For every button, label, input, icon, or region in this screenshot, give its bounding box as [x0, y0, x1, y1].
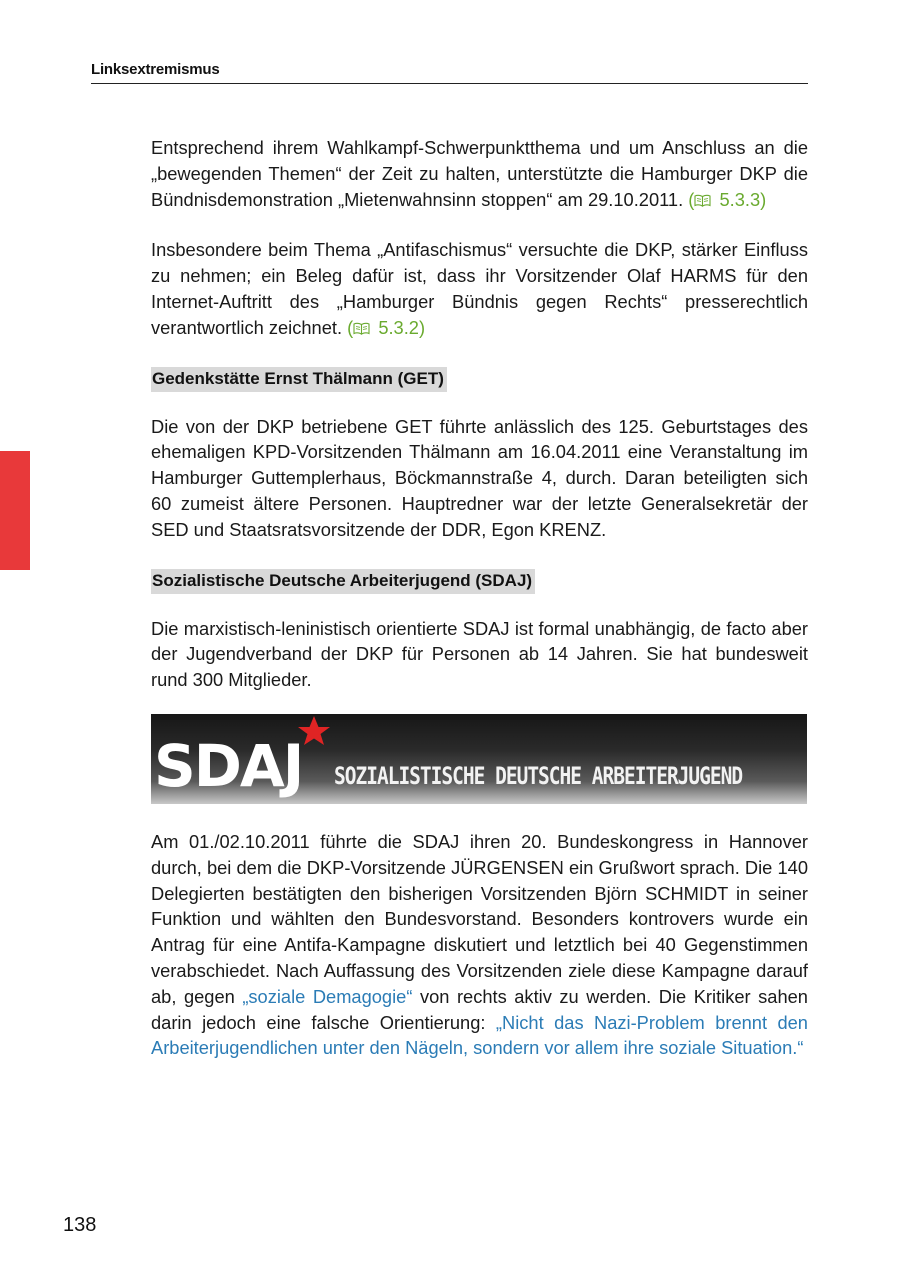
chapter-side-marker [0, 451, 30, 570]
cross-reference-link[interactable]: ( 5.3.3) [688, 188, 767, 210]
paragraph-text-continued: von rechts aktiv zu werden. Die Kritiker sahen darin jedoch eine falsche Orientierung: [151, 985, 808, 1033]
sdaj-logo-banner [151, 714, 807, 804]
paragraph-text: Entsprechend ihrem Wahlkampf-Schwerpunktthema und um Anschluss an die „bewegenden Themen“ der Zeit zu halten, unterstützte die Hamburger DKP die Bündnisdemonstration „Mietenwahnsinn stoppen“ am 29.10.2011. [151, 137, 808, 210]
cross-reference-link[interactable]: ( 5.3.2) [347, 316, 426, 338]
section-heading-sdaj: Sozialistische Deutsche Arbeiterjugend (SDAJ) [151, 569, 535, 594]
paragraph-sdaj-intro: Die marxistisch-leninistisch orientierte SDAJ ist formal unabhängig, de facto aber der Jugendverband der DKP für Personen ab 14 Jahren. Sie hat bundesweit rund 300 Mitglieder. [151, 617, 808, 691]
paragraph-text: Insbesondere beim Thema „Antifaschismus“ versuchte die DKP, stärker Einfluss zu nehmen; ein Beleg dafür ist, dass ihr Vorsitzender Olaf HARMS für den Internet-Auftritt des „Hamburger Bündnis gegen Rechts“ presserechtlich verantwortlich zeichnet. [151, 239, 808, 338]
paragraph-demonstration [151, 135, 808, 212]
section-heading-get: Gedenkstätte Ernst Thälmann (GET) [151, 367, 447, 392]
paragraph-get: Die von der DKP betriebene GET führte anlässlich des 125. Geburtstages des ehemaligen KPD-Vorsitzenden Thälmann am 16.04.2011 eine Veranstaltung im Hamburger Guttemplerhaus, Böckmannstraße 4, durch. Daran beteiligten sich 60 zumeist ältere Personen. Hauptredner war der letzte Generalsekretär der SED und Staatsratsvorsitzende der DDR, Egon KRENZ. [151, 415, 808, 540]
paragraph-text: Am 01./02.10.2011 führte die SDAJ ihren 20. Bundeskongress in Hannover durch, bei dem die DKP-Vorsitzende JÜRGENSEN ein Grußwort sprach. Die 140 Delegierten bestätigten den bisherigen Vorsitzenden Björn SCHMIDT in seiner Funktion und wählten den Bundesvorstand. Besonders kontrovers wurde ein Antrag für eine Antifa-Kampagne diskutiert und letztlich bei 40 Gegenstimmen verabschiedet. Nach Auffassung des Vorsitzenden ziele diese Kampagne darauf ab, gegen [151, 830, 808, 1007]
banner-acronym: SDAJ [154, 731, 303, 800]
banner-full-name: SOZIALISTISCHE DEUTSCHE ARBEITERJUGEND [334, 761, 743, 791]
quote-soziale-demagogie: „soziale Demagogie“ [242, 985, 413, 1007]
running-header: Linksextremismus [91, 61, 808, 84]
paragraph-bundeskongress [151, 829, 808, 1061]
book-icon [353, 322, 370, 335]
page-number: 138 [63, 1214, 97, 1236]
cross-reference-number: 5.3.3 [719, 188, 761, 210]
cross-reference-number: 5.3.2 [378, 316, 419, 338]
quote-nazi-problem: „Nicht das Nazi-Problem brennt den Arbeiterjugendlichen unter den Nägeln, sondern vor allem ihre soziale Situation.“ [151, 1011, 808, 1059]
book-icon [694, 194, 711, 207]
main-content [151, 135, 808, 1061]
paragraph-antifaschismus [151, 237, 808, 340]
